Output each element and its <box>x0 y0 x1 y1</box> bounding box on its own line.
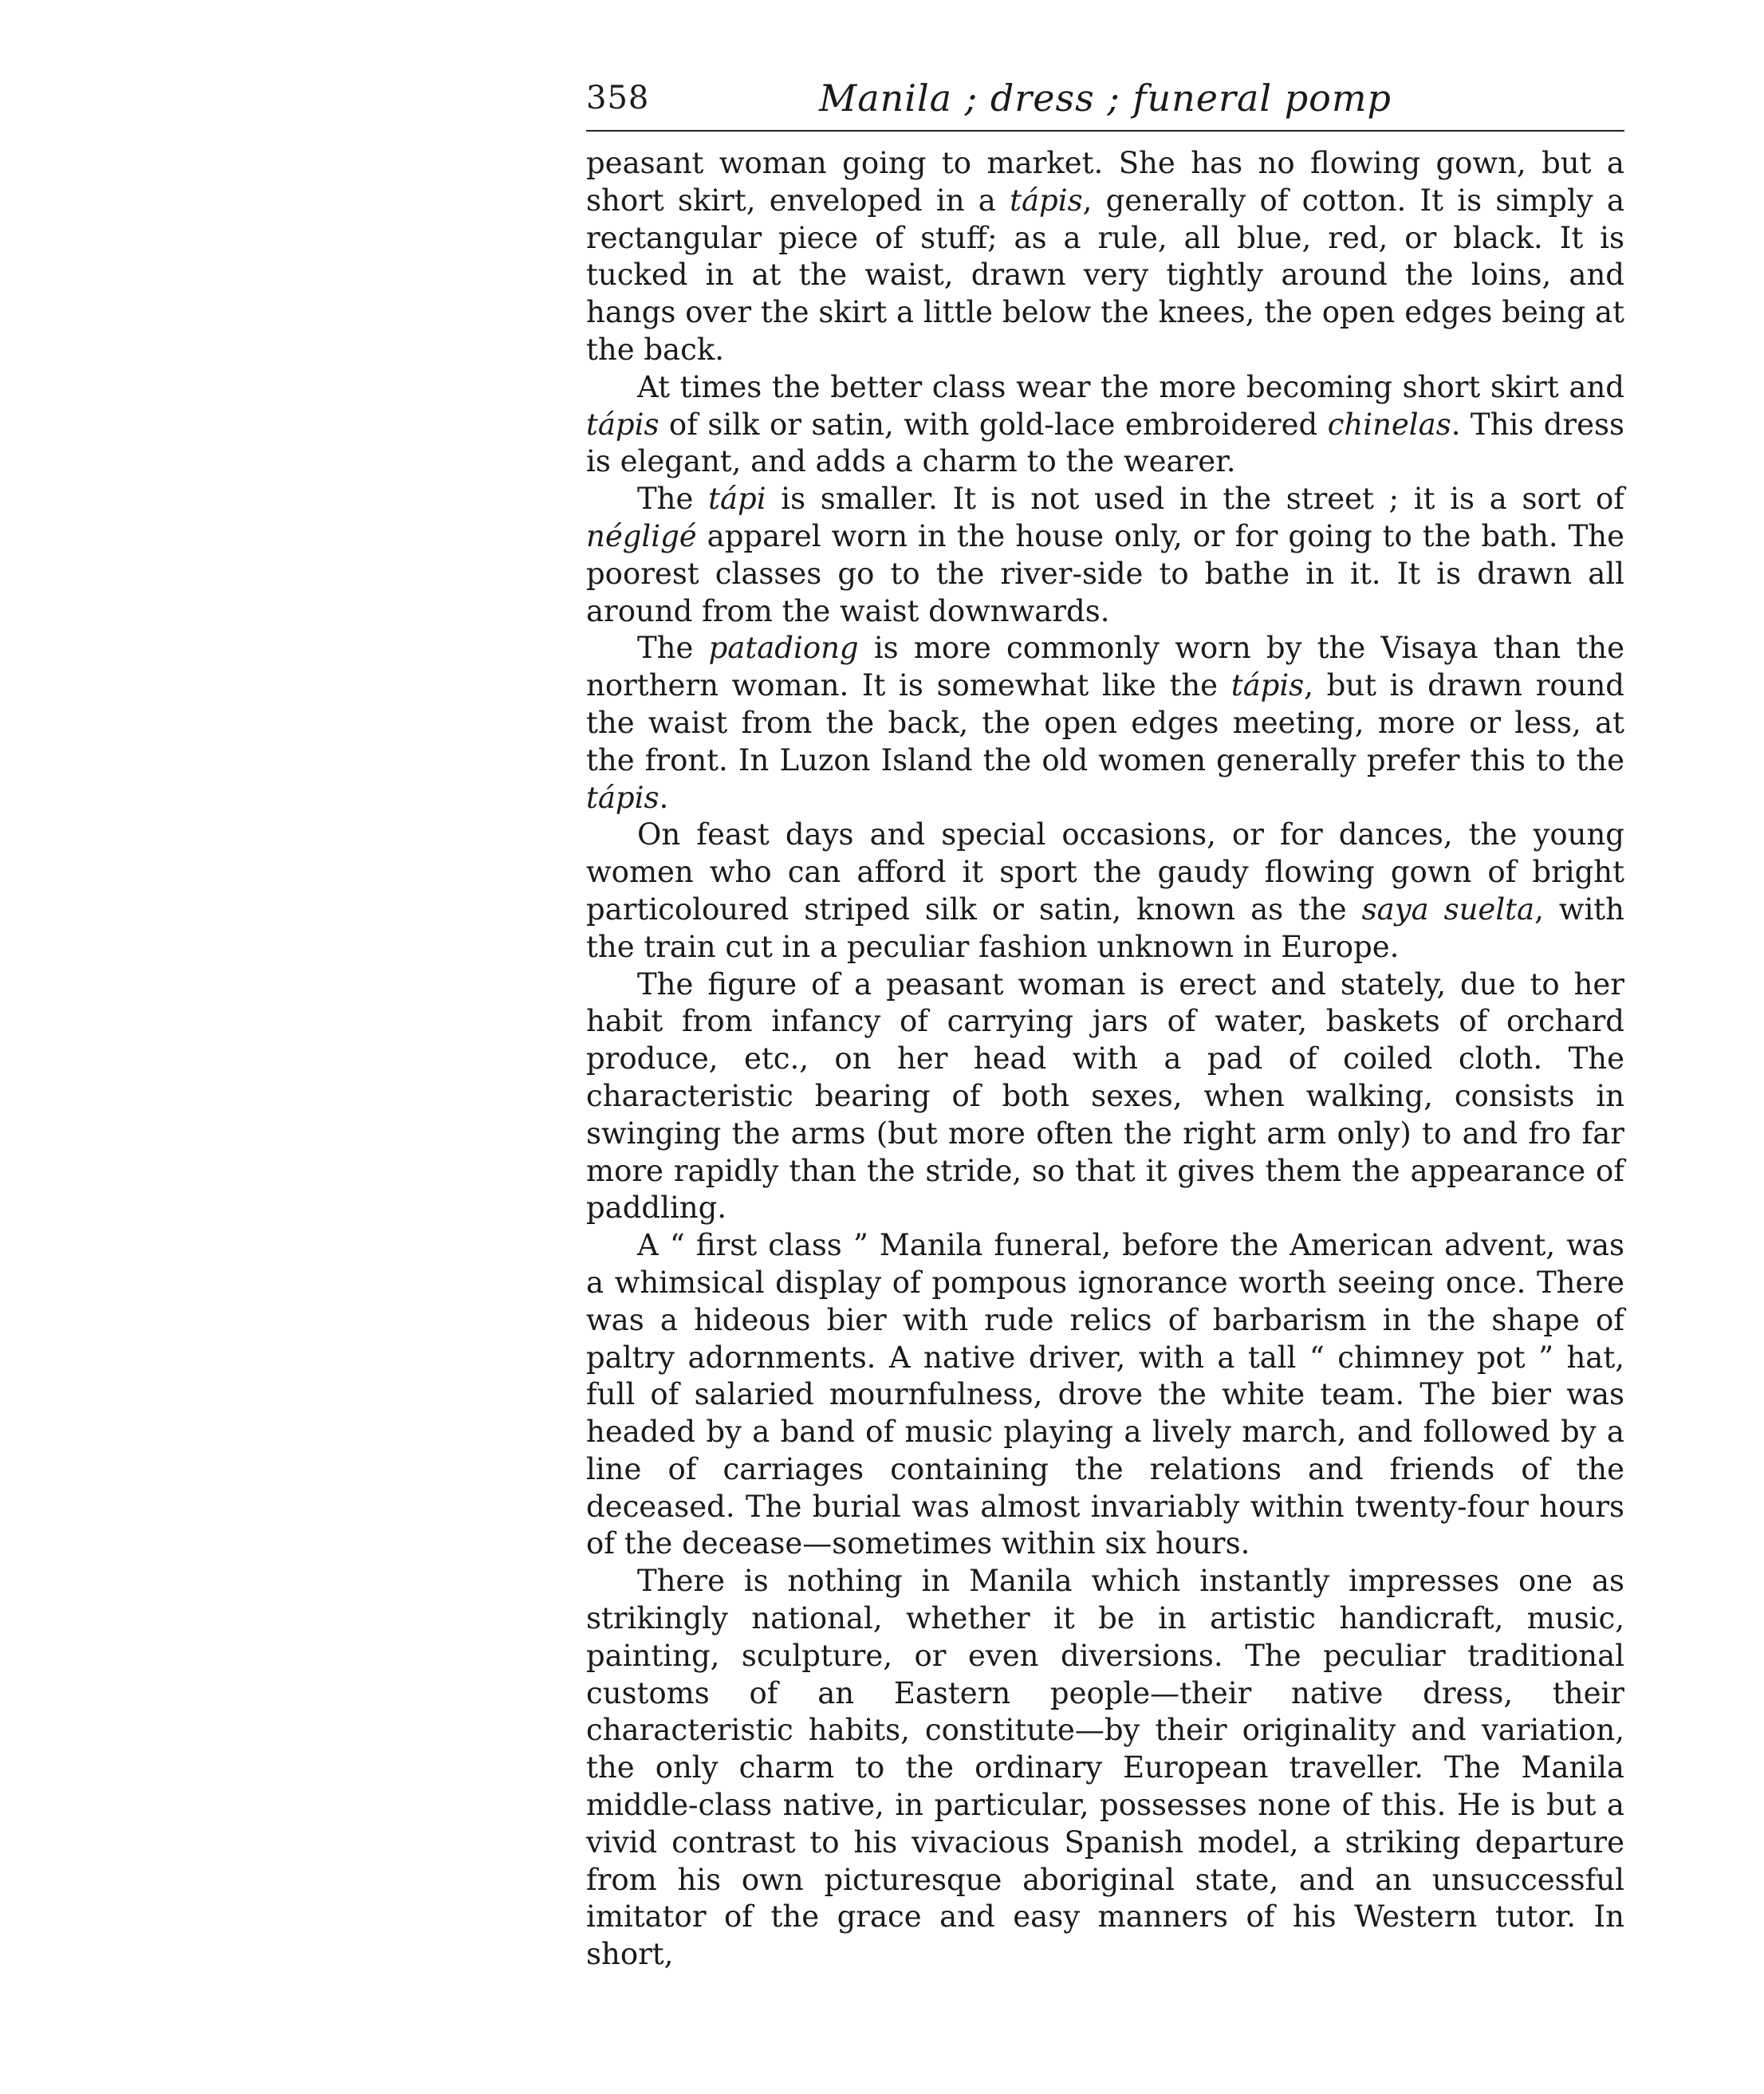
italic-term: tápis <box>586 407 660 442</box>
italic-term: négligé <box>586 518 697 553</box>
italic-term: saya suelta <box>1361 892 1535 927</box>
italic-term: tápi <box>708 482 766 517</box>
italic-term: chinelas <box>1327 407 1451 442</box>
text-run: . <box>659 780 669 815</box>
text-run: is more commonly worn by the Visaya than the northern woman. It is somewhat like the <box>586 631 1624 703</box>
text-run: The <box>637 482 709 517</box>
book-page <box>586 76 1624 1974</box>
text-run: The <box>637 631 709 666</box>
text-run: The figure of a peasant woman is erect and stately, due to her habit from infancy of carrying jars of water, baskets of orchard produce, etc., on her head with a pad of coiled cloth. The characteristic bearing of both sexes, when walking, consists in swinging the arms (but more often the right arm only) to and fro far more rapidly than the stride, so that it gives them the appearance of paddling. <box>586 966 1624 1226</box>
paragraph <box>586 1563 1624 1974</box>
paragraph <box>586 481 1624 630</box>
text-run: of silk or satin, with gold-lace embroidered <box>659 407 1328 442</box>
header-rule <box>586 130 1624 132</box>
italic-term: tápis <box>586 780 660 815</box>
text-run: On feast days and special occasions, or for dances, the young women who can afford it sport the gaudy flowing gown of bright particoloured striped silk or satin, known as the <box>586 817 1624 927</box>
text-run: is smaller. It is not used in the street ; it is a sort of <box>766 482 1624 517</box>
text-run: peasant woman going to market. She has no flowing gown, but a short skirt, enveloped in a <box>586 146 1624 218</box>
text-run: apparel worn in the house only, or for going to the bath. The poorest classes go to the river-side to bathe in it. It is drawn all around from the waist downwards. <box>586 518 1624 628</box>
paragraph <box>586 817 1624 966</box>
running-head <box>586 76 1624 124</box>
text-run: . This dress is elegant, and adds a charm to the wearer. <box>586 407 1624 479</box>
text-run: At times the better class wear the more becoming short skirt and <box>637 369 1624 404</box>
body-text <box>586 145 1624 1974</box>
paragraph <box>586 966 1624 1228</box>
italic-term: tápis <box>1230 668 1305 703</box>
page-number: 358 <box>586 80 650 116</box>
text-run: , generally of cotton. It is simply a rectangular piece of stuff; as a rule, all blue, red, or black. It is tucked in at the waist, drawn very tightly around the loins, and hangs over the skirt a little below the knees, the open edges being at the back. <box>586 183 1625 367</box>
text-run: , but is drawn round the waist from the back, the open edges meeting, more or less, at the front. In Luzon Island the old women generally prefer this to the <box>586 668 1624 777</box>
text-run: A “ first class ” Manila funeral, before the American advent, was a whimsical display of pompous ignorance worth seeing once. There was a hideous bier with rude relics of barbarism in the shape of paltry adornments. A native driver, with a tall “ chimney pot ” hat, full of salaried mournfulness, drove the white team. The bier was headed by a band of music playing a lively march, and followed by a line of carriages containing the relations and friends of the deceased. The burial was almost invariably within twenty-four hours of the decease—sometimes within six hours. <box>586 1228 1624 1561</box>
text-run: , with the train cut in a peculiar fashion unknown in Europe. <box>586 892 1624 964</box>
paragraph <box>586 630 1624 817</box>
italic-term: patadiong <box>708 631 859 666</box>
paragraph <box>586 1227 1624 1563</box>
paragraph <box>586 145 1624 369</box>
text-run: There is nothing in Manila which instantly impresses one as strikingly national, whether it be in artistic handicraft, music, painting, sculpture, or even diversions. The peculiar traditional customs of an Eastern people—their native dress, their characteristic habits, constitute—by their originality and variation, the only charm to the ordinary European traveller. The Manila middle-class native, in particular, possesses none of this. He is but a vivid contrast to his vivacious Spanish model, a striking departure from his own picturesque aboriginal state, and an unsuccessful imitator of the grace and easy manners of his Western tutor. In short, <box>586 1564 1624 1972</box>
paragraph <box>586 369 1624 481</box>
italic-term: tápis <box>1010 183 1083 218</box>
running-title: Manila ; dress ; funeral pomp <box>819 77 1392 120</box>
